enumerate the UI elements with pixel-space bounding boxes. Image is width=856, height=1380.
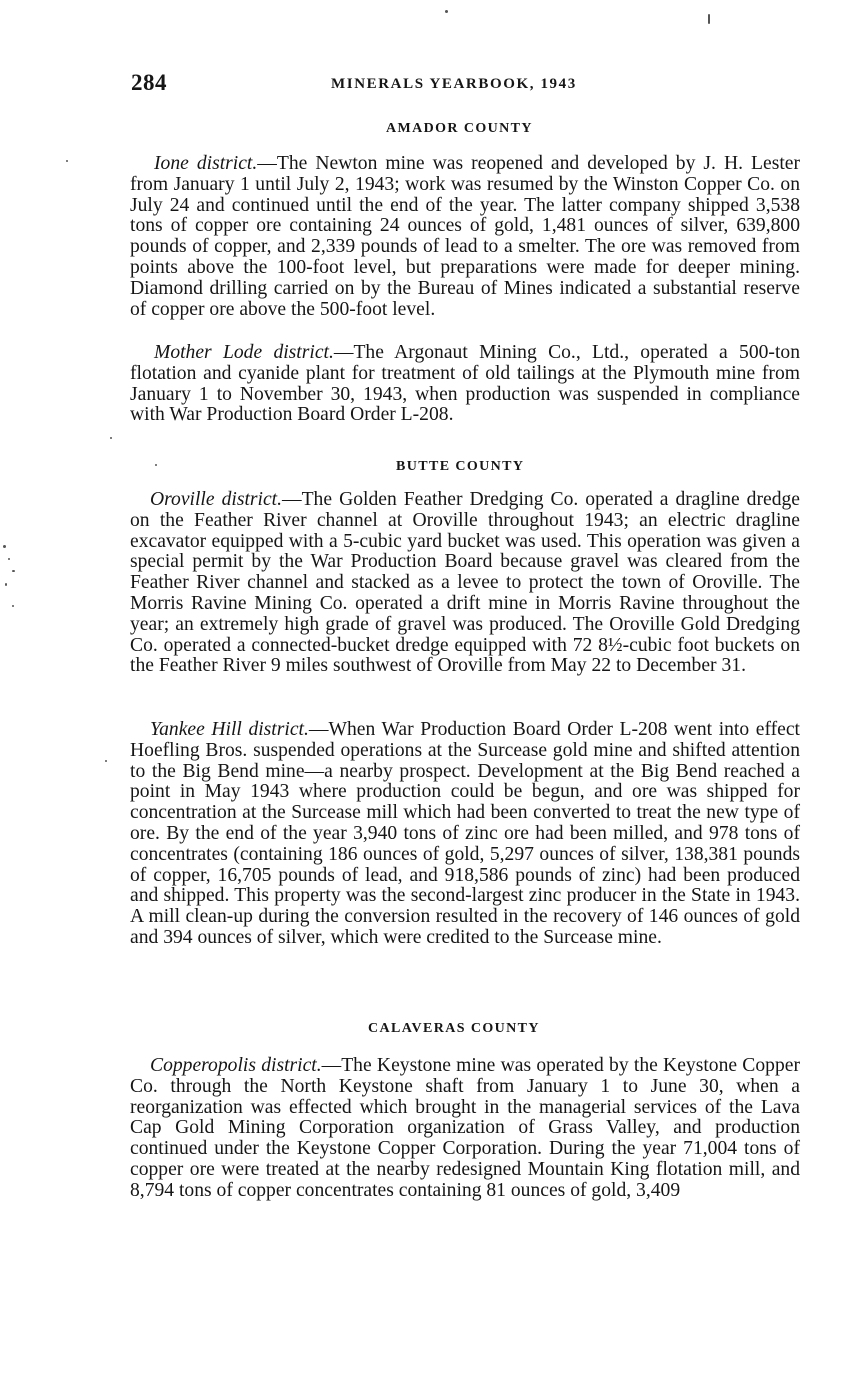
paragraph-text-copperopolis: —The Keystone mine was operated by the Keystone Copper Co. through the North Keystone shaft from January 1 to June 30, when a reorganization was effected which brought in the managerial services of the Lava Cap Gold Mining Corporation organization of Grass Valley, and production continued under the Keystone Copper Corporation. During the year 71,004 tons of copper ore were treated at the nearby redesigned Mountain King flotation mill, and 8,794 tons of copper concentrates containing 81 ounces of gold, 3,409 <box>130 1055 800 1201</box>
paragraph-copperopolis-district <box>130 1056 800 1202</box>
scan-speck <box>708 14 710 24</box>
scan-speck <box>12 570 15 572</box>
scan-speck <box>66 160 68 162</box>
scan-speck <box>445 10 448 13</box>
page-header <box>131 70 801 102</box>
scan-speck <box>105 760 107 762</box>
paragraph-oroville-district <box>130 490 800 677</box>
scan-speck <box>3 545 6 548</box>
heading-amador-county: AMADOR COUNTY <box>386 121 533 136</box>
paragraph-ione-district <box>130 154 800 320</box>
paragraph-text-yankee-hill: —When War Production Board Order L-208 went into effect Hoefling Bros. suspended operations at the Surcease gold mine and shifted attention to the Big Bend mine—a nearby prospect. Development at the Big Bend reached a point in May 1943 where production could be begun, and ore was shipped for concentration at the Surcease mill which had been converted to treat the new type of ore. By the end of the year 3,940 tons of zinc ore had been milled, and 978 tons of concentrates (containing 186 ounces of gold, 5,297 ounces of silver, 138,381 pounds of copper, 16,705 pounds of lead, and 918,586 pounds of zinc) had been produced and shipped. This property was the second-largest zinc producer in the State in 1943. A mill clean-up during the conversion resulted in the recovery of 146 ounces of gold and 394 ounces of silver, which were credited to the Surcease mine. <box>130 719 800 948</box>
district-name-ione: Ione district. <box>154 153 258 174</box>
scan-speck <box>110 437 112 439</box>
running-head: MINERALS YEARBOOK, 1943 <box>331 76 577 92</box>
district-name-oroville: Oroville district. <box>150 489 282 510</box>
district-name-yankee-hill: Yankee Hill district. <box>150 719 309 740</box>
paragraph-yankee-hill-district <box>130 720 800 949</box>
scan-speck <box>155 464 157 466</box>
district-name-copperopolis: Copperopolis district. <box>150 1055 322 1076</box>
scan-speck <box>12 605 14 607</box>
paragraph-text-oroville: —The Golden Feather Dredging Co. operated a dragline dredge on the Feather River channel at Oroville throughout 1943; an electric dragline excavator equipped with a 5-cubic yard bucket was used. This operation was given a special permit by the War Production Board because gravel was cleared from the Feather River channel and stacked as a levee to protect the town of Oroville. The Morris Ravine Mining Co. operated a drift mine in Morris Ravine throughout the year; an extremely high grade of gravel was produced. The Oroville Gold Dredging Co. operated a connected-bucket dredge equipped with 72 8½-cubic foot buckets on the Feather River 9 miles southwest of Oroville from May 22 to December 31. <box>130 489 800 677</box>
paragraph-mother-lode-district <box>130 343 800 426</box>
scan-speck <box>8 558 10 560</box>
page-number: 284 <box>131 70 167 95</box>
heading-calaveras-county: CALAVERAS COUNTY <box>368 1021 540 1036</box>
paragraph-text-ione: —The Newton mine was reopened and developed by J. H. Lester from January 1 until July 2, 1943; work was resumed by the Winston Copper Co. on July 24 and continued until the end of the year. The latter company shipped 3,538 tons of copper ore containing 24 ounces of gold, 1,481 ounces of silver, 639,800 pounds of copper, and 2,339 pounds of lead to a smelter. The ore was removed from points above the 100-foot level, but preparations were made for deeper mining. Diamond drilling carried on by the Bureau of Mines indicated a substantial reserve of copper ore above the 500-foot level. <box>130 153 800 320</box>
district-name-mother-lode: Mother Lode district. <box>154 342 334 363</box>
heading-butte-county: BUTTE COUNTY <box>396 459 525 474</box>
paragraph-text-mother-lode: —The Argonaut Mining Co., Ltd., operated a 500-ton flotation and cyanide plant for treatment of old tailings at the Plymouth mine from January 1 to November 30, 1943, when production was suspended in compliance with War Production Board Order L-208. <box>130 342 800 426</box>
scan-speck <box>5 583 7 586</box>
